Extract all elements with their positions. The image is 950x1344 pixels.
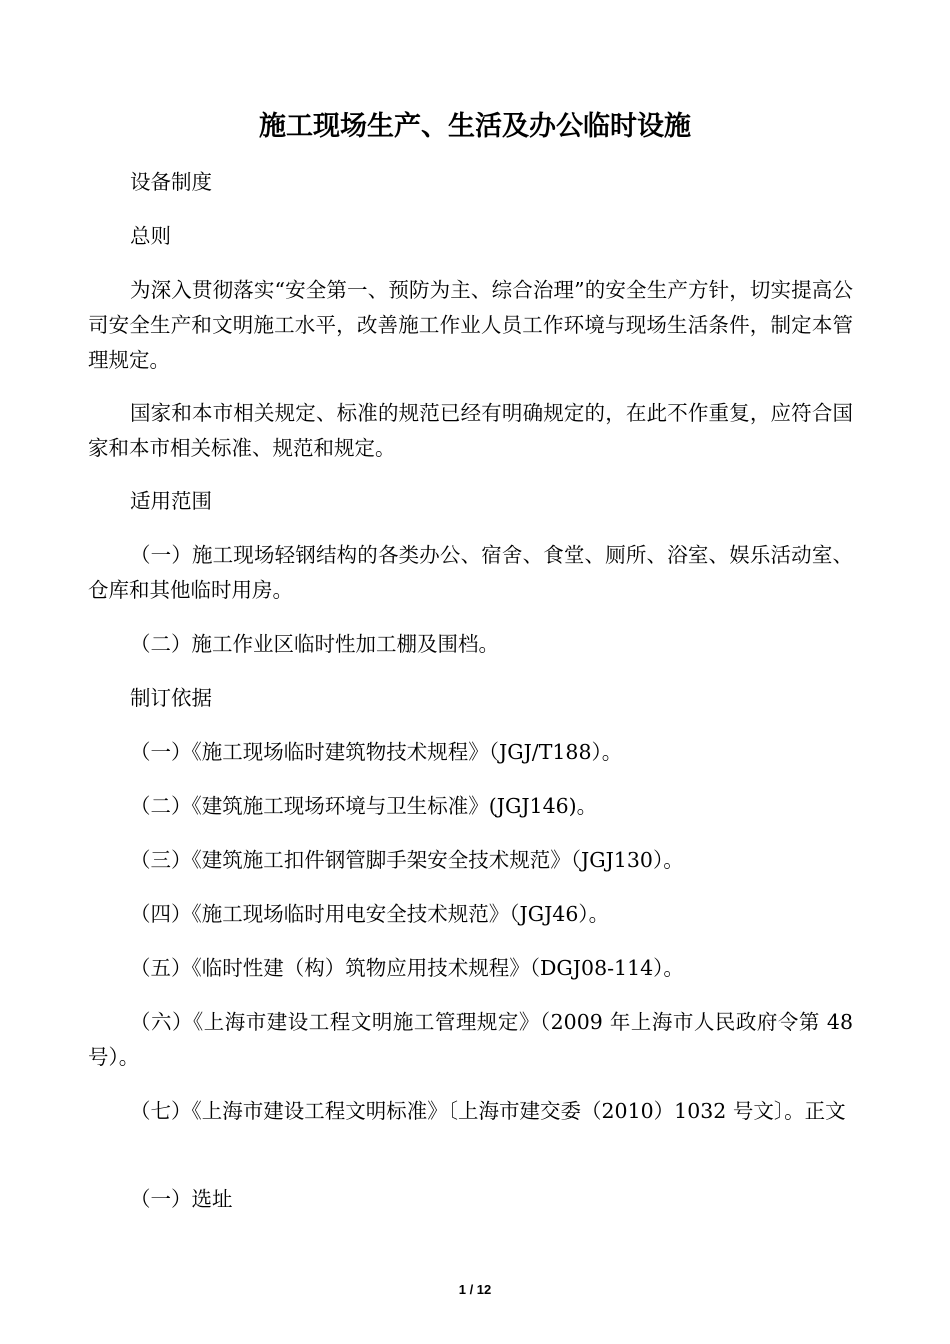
page-number: 1 / 12 [458,1282,492,1297]
paragraph-15: （七）《上海市建设工程文明标准》〔上海市建交委（2010）1032 号文〕。正文 [130,1099,846,1123]
paragraph-2: 总则 [130,224,171,248]
paragraph-16: （一）选址 [130,1187,233,1211]
paragraph-14: （六）《上海市建设工程文明施工管理规定》（2009 年上海市人民政府令第 48 号）。 [88,1010,853,1069]
paragraph-11: （三）《建筑施工扣件钢管脚手架安全技术规范》（JGJ130）。 [130,848,684,872]
paragraph-10: （二）《建筑施工现场环境与卫生标准》(JGJ146)。 [130,794,598,818]
paragraph-8: 制订依据 [130,686,212,710]
paragraph-7: （二）施工作业区临时性加工棚及围档。 [130,632,499,656]
paragraph-1: 设备制度 [130,170,212,194]
paragraph-3: 为深入贯彻落实“安全第一、预防为主、综合治理”的安全生产方针，切实提高公司安全生产和文明施工水平，改善施工作业人员工作环境与现场生活条件，制定本管理规定。 [88,278,853,372]
paragraph-4: 国家和本市相关规定、标准的规范已经有明确规定的，在此不作重复，应符合国家和本市相关标准、规范和规定。 [88,401,853,460]
page-title: 施工现场生产、生活及办公临时设施 [259,111,691,142]
paragraph-5: 适用范围 [130,489,212,513]
paragraph-6: （一）施工现场轻钢结构的各类办公、宿舍、食堂、厕所、浴室、娱乐活动室、仓库和其他临时用房。 [88,543,853,602]
paragraph-13: （五）《临时性建（构）筑物应用技术规程》（DGJ08-114）。 [130,956,684,980]
paragraph-12: （四）《施工现场临时用电安全技术规范》（JGJ46）。 [130,902,610,926]
paragraph-9: （一）《施工现场临时建筑物技术规程》（JGJ/T188）。 [130,740,623,764]
